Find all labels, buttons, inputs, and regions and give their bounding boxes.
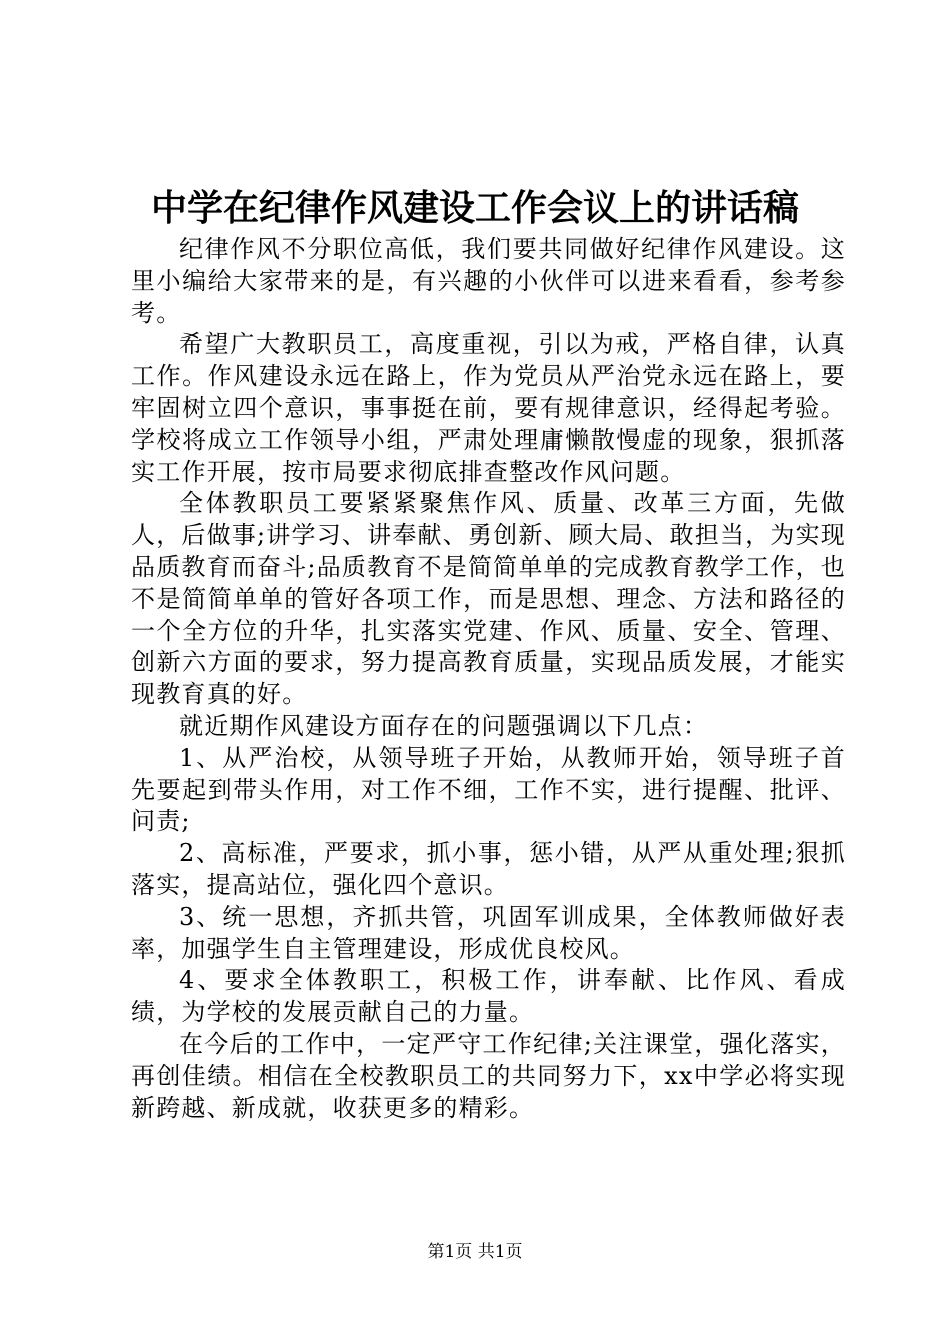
- paragraph-point-1: 1、从严治校，从领导班子开始，从教师开始，领导班子首先要起到带头作用，对工作不细，工作不实，进行提醒、批评、问责;: [131, 743, 846, 836]
- paragraph-intro: 纪律作风不分职位高低，我们要共同做好纪律作风建设。这里小编给大家带来的是，有兴趣的小伙伴可以进来看看，参考参考。: [131, 235, 846, 327]
- paragraph-closing: 在今后的工作中，一定严守工作纪律;关注课堂，强化落实，再创佳绩。相信在全校教职员工的共同努力下，xx中学必将实现新跨越、新成就，收获更多的精彩。: [131, 1029, 846, 1122]
- document-body: [131, 234, 846, 1124]
- paragraph-point-4: 4、要求全体教职工，积极工作，讲奉献、比作风、看成绩，为学校的发展贡献自己的力量。: [131, 966, 846, 1027]
- document-title: 中学在纪律作风建设工作会议上的讲话稿: [150, 187, 799, 229]
- paragraph-expectations: 希望广大教职员工，高度重视，引以为戒，严格自律，认真工作。作风建设永远在路上，作为党员从严治党永远在路上，要牢固树立四个意识，事事挺在前，要有规律意识，经得起考验。学校将成立工作领导小组，严肃处理庸懒散慢虚的现象，狠抓落实工作开展，按市局要求彻底排查整改作风问题。: [131, 330, 846, 486]
- paragraph-focus: 全体教职员工要紧紧聚焦作风、质量、改革三方面，先做人，后做事;讲学习、讲奉献、勇创新、顾大局、敢担当，为实现品质教育而奋斗;品质教育不是简简单单的完成教育教学工作，也不是简简单单的管好各项工作，而是思想、理念、方法和路径的一个全方位的升华，扎实落实党建、作风、质量、安全、管理、创新六方面的要求，努力提高教育质量，实现品质发展，才能实现教育真的好。: [131, 489, 846, 709]
- page-number-footer: 第1页 共1页: [427, 1242, 523, 1262]
- paragraph-point-2: 2、高标准，严要求，抓小事，惩小错，从严从重处理;狠抓落实，提高站位，强化四个意识。: [131, 839, 846, 899]
- paragraph-points-intro: 就近期作风建设方面存在的问题强调以下几点：: [179, 711, 709, 740]
- paragraph-point-3: 3、统一思想，齐抓共管，巩固军训成果，全体教师做好表率，加强学生自主管理建设，形成优良校风。: [131, 902, 846, 963]
